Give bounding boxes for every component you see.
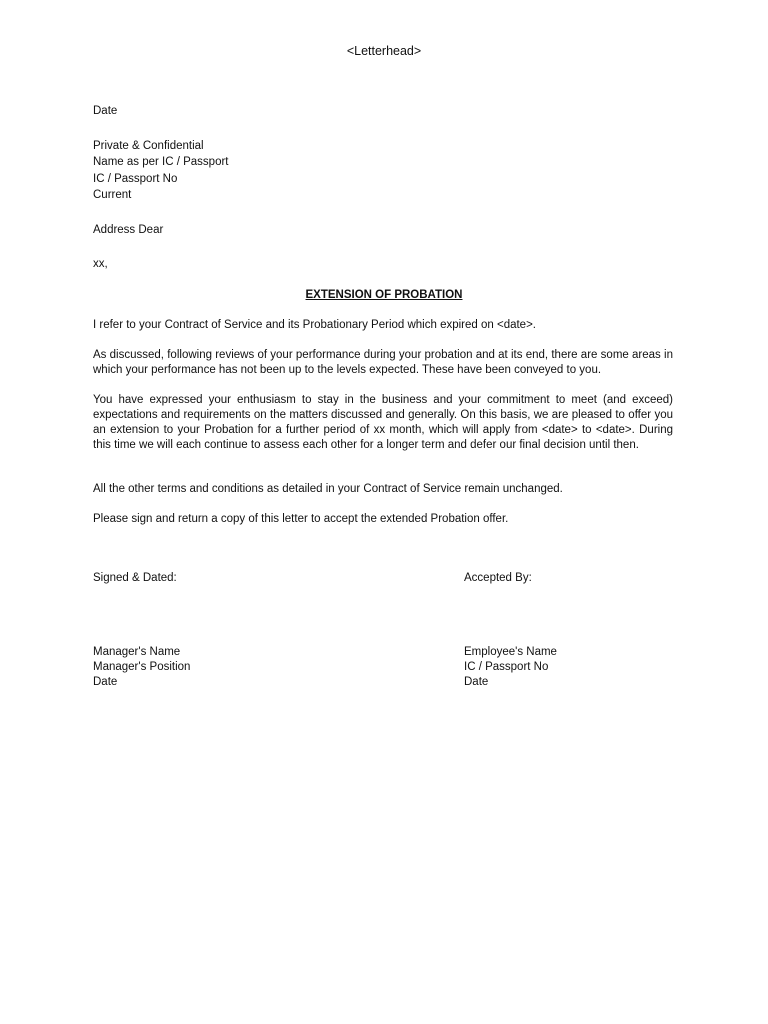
paragraph-extension-offer: You have expressed your enthusiasm to stay in the business and your commitment to meet (and exceed) expectations and requirements on the matters discussed and generally. On this basis, we are pleased to offer you an extension to your Probation for a further period of xx month, which will apply from <date> to <date>. During this time we will each continue to assess each other for a longer term and defer our final decision until then. (93, 394, 673, 451)
employee-date: Date (464, 676, 489, 688)
letter-title: EXTENSION OF PROBATION (305, 289, 463, 301)
letterhead: <Letterhead> (346, 44, 422, 58)
recipient-name: Name as per IC / Passport (93, 156, 229, 168)
employee-signature-block (464, 645, 557, 690)
signed-dated-label: Signed & Dated: (93, 572, 177, 584)
confidential-label: Private & Confidential (93, 140, 204, 152)
recipient-address-salutation: Address Dear (93, 224, 164, 236)
paragraph-contract-reference: I refer to your Contract of Service and its Probationary Period which expired on <date>. (93, 319, 536, 331)
recipient-address-current: Current (93, 189, 132, 201)
letter-date: Date (93, 105, 118, 117)
employee-id: IC / Passport No (464, 661, 549, 673)
manager-position: Manager's Position (93, 661, 191, 673)
paragraph-performance-review: As discussed, following reviews of your performance during your probation and at its end, there are some areas in which your performance has not been up to the levels expected. These have been conveyed to you. (93, 349, 673, 376)
paragraph-terms-unchanged: All the other terms and conditions as detailed in your Contract of Service remain unchanged. (93, 483, 563, 495)
recipient-block (93, 139, 229, 203)
manager-date: Date (93, 676, 118, 688)
accepted-by-label: Accepted By: (464, 572, 532, 584)
manager-name: Manager's Name (93, 646, 181, 658)
employee-name: Employee's Name (464, 646, 557, 658)
recipient-id: IC / Passport No (93, 173, 178, 185)
salutation-name: xx, (93, 258, 108, 270)
manager-signature-block (93, 645, 190, 690)
paragraph-sign-return: Please sign and return a copy of this letter to accept the extended Probation offer. (93, 513, 509, 525)
